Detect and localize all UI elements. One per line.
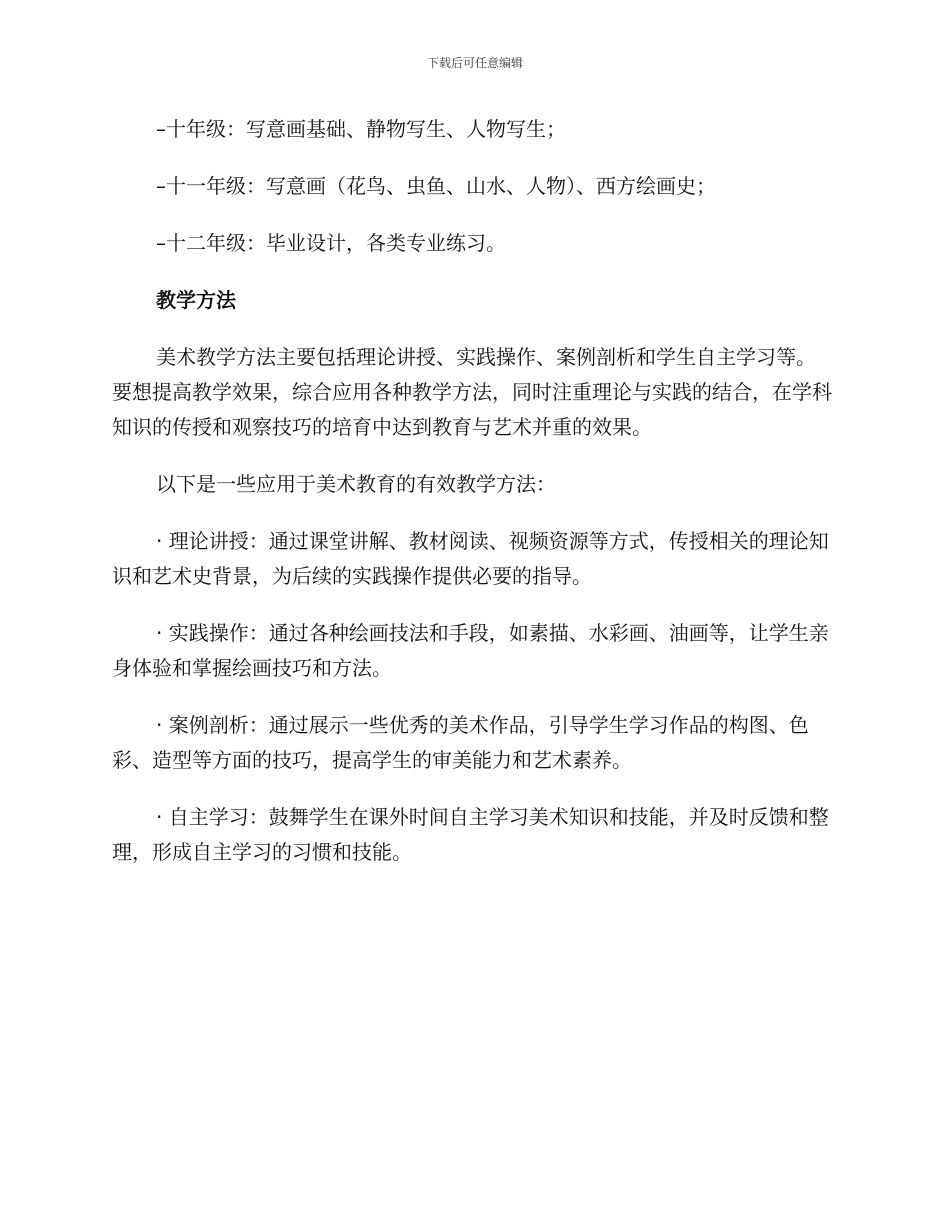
method-theory-lecture: · 理论讲授：通过课堂讲解、教材阅读、视频资源等方式，传授相关的理论知识和艺术史背景，为后续的实践操作提供必要的指导。 bbox=[112, 529, 829, 588]
curriculum-item-grade-11: –十一年级：写意画（花鸟、虫鱼、山水、人物）、西方绘画史； bbox=[156, 174, 716, 198]
document-body bbox=[112, 112, 832, 892]
curriculum-item-grade-10: –十年级：写意画基础、静物写生、人物写生； bbox=[156, 117, 566, 141]
method-practice: · 实践操作：通过各种绘画技法和手段，如素描、水彩画、油画等，让学生亲身体验和掌握绘画技巧和方法。 bbox=[112, 621, 829, 680]
lead-paragraph: 以下是一些应用于美术教育的有效教学方法： bbox=[156, 472, 556, 496]
method-case-analysis: · 案例剖析：通过展示一些优秀的美术作品，引导学生学习作品的构图、色彩、造型等方面的技巧，提高学生的审美能力和艺术素养。 bbox=[112, 713, 809, 772]
intro-paragraph: 美术教学方法主要包括理论讲授、实践操作、案例剖析和学生自主学习等。要想提高教学效果，综合应用各种教学方法，同时注重理论与实践的结合，在学科知识的传授和观察技巧的培育中达到教育与艺术并重的效果。 bbox=[112, 345, 832, 439]
method-self-study: · 自主学习：鼓舞学生在课外时间自主学习美术知识和技能，并及时反馈和整理，形成自主学习的习惯和技能。 bbox=[112, 805, 829, 864]
header-note: 下载后可任意编辑 bbox=[426, 56, 523, 70]
curriculum-item-grade-12: –十二年级：毕业设计，各类专业练习。 bbox=[156, 231, 506, 255]
section-title: 教学方法 bbox=[156, 288, 236, 312]
